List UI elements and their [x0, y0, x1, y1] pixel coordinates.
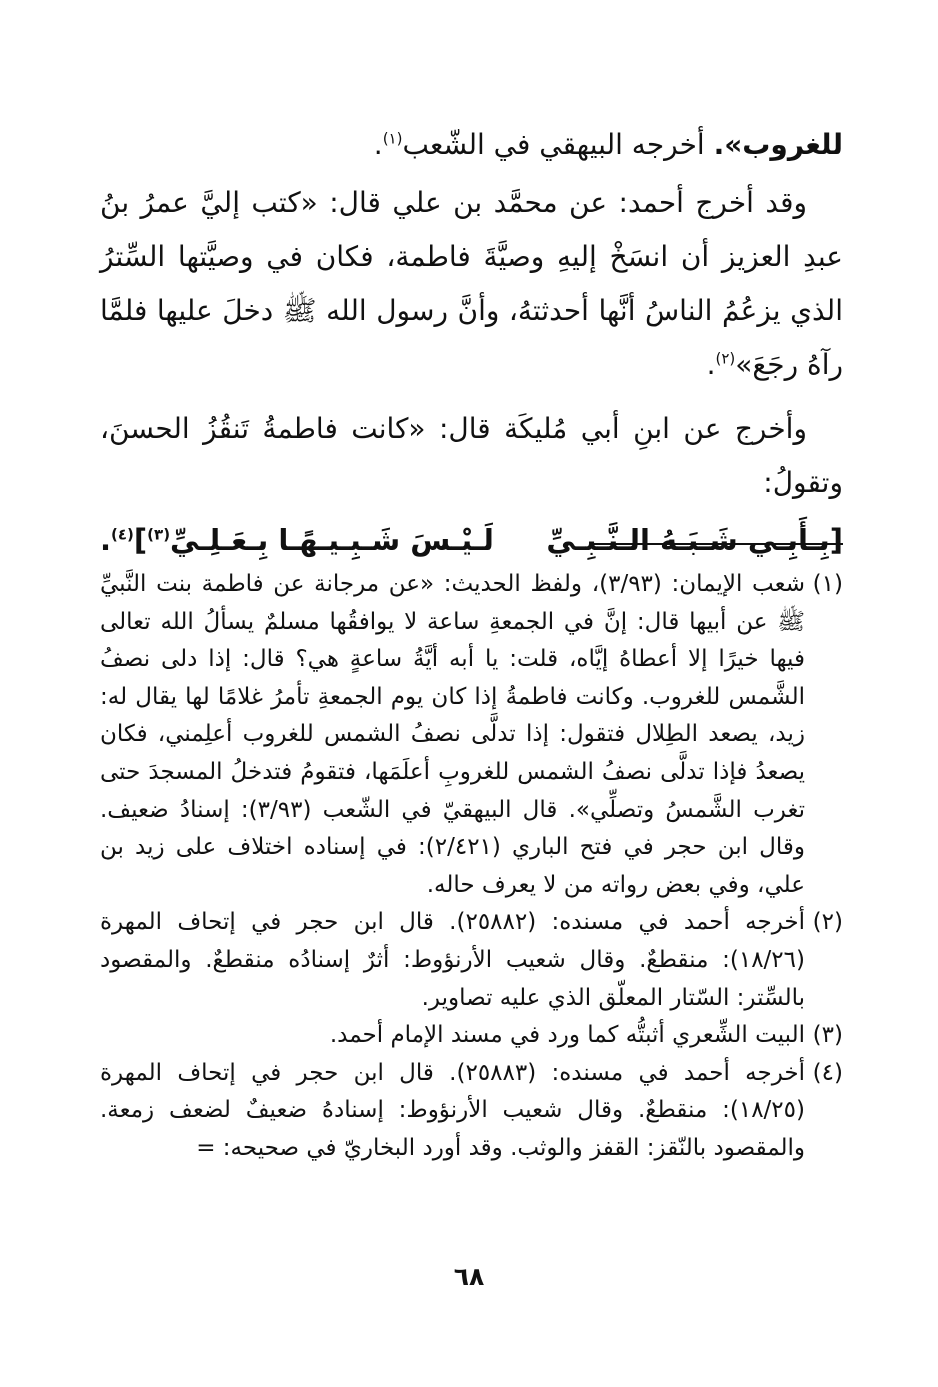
main-text — [100, 118, 843, 568]
verse-second-hemistich: لَـيْـسَ شَـبِـيـهًـا بِـعَـلِـيِّ — [170, 523, 494, 557]
footnote-separator — [593, 543, 843, 545]
page-number: ٦٨ — [453, 1262, 485, 1291]
footnote-number: (٢) — [812, 909, 843, 936]
quote-end-bold: للغروب». — [713, 128, 843, 161]
footnote-text: أخرجه أحمد في مسنده: (٢٥٨٨٣). قال ابن حجر في إتحاف المهرة (١٨/٢٥): منقطعٌ. وقال شعيب الأرنؤوط: إسنادهُ ضعيفٌ لضعف زمعة. والمقصود بالنّقز: القفز والوثب. وقد أورد البخاريّ في صحيحه: = — [100, 1059, 806, 1161]
footnote-number: (٤) — [812, 1059, 843, 1086]
verse-second-hemistich-group — [100, 512, 494, 568]
footnote-number: (١) — [812, 571, 843, 597]
paragraph-1-end: . — [373, 128, 383, 161]
paragraph-1-text: أخرجه البيهقي في الشّعب — [402, 128, 714, 161]
footnotes — [100, 566, 843, 1168]
footnote-2 — [100, 904, 843, 1017]
verse-first-hemistich: [بِـأَبِـي شَـبَـهُ الـنَّـبِـيِّ — [546, 523, 843, 557]
footnote-number: (٣) — [812, 1022, 843, 1049]
paragraph-3: وأخرج عن ابنِ أبي مُليكَة قال: «كانت فاطمةُ تَنقُزُ الحسنَ، وتقولُ: — [100, 412, 843, 499]
footnote-1 — [100, 566, 843, 904]
footnote-ref-2[interactable]: (٢) — [715, 349, 736, 368]
footnote-4 — [100, 1055, 843, 1168]
footnote-text: شعب الإيمان: (٣/٩٣)، ولفظ الحديث: «عن مرجانة عن فاطمة بنت النَّبيِّ ﷺ عن أبيها قال: إنَّ في الجمعةِ ساعة لا يوافقُها مسلمٌ يسألُ الله تعالى فيها خيرًا إلا أعطاهُ إيَّاه، قلت: يا أبه أيَّةُ ساعةٍ هي؟ قال: إذا دلى نصفُ الشَّمس للغروب. وكانت فاطمةُ إذا كان يوم الجمعةِ تأمرُ غلامًا لها يقال له: زيد، يصعد الطِلال فتقول: إذا تدلَّى نصفُ الشمس للغروب أعلِمني، فكان يصعدُ فإذا تدلَّى نصفُ الشمس للغروبِ أعلَمَها، فتقومُ فتدخلُ المسجدَ حتى تغرب الشَّمسُ وتصلِّي». قال البيهقيّ في الشّعب (٣/٩٣): إسنادُ ضعيف. وقال ابن حجر في فتح الباري (٢/٤٢١): في إسناده اختلاف على زيد بن علي، وفي بعض رواته من لا يعرف حاله. — [100, 571, 805, 898]
verse-end: . — [100, 523, 112, 557]
paragraph-2-end: . — [706, 348, 716, 381]
footnote-3 — [100, 1017, 843, 1055]
paragraph-2 — [100, 176, 843, 392]
footnote-ref-1[interactable]: (١) — [382, 129, 403, 148]
poetry-verse — [100, 512, 843, 568]
paragraph-2-text: وقد أخرج أحمد: عن محمَّد بن علي قال: «كتب إليَّ عمرُ بنُ عبدِ العزيز أن انسَخْ إليهِ وصيَّةَ فاطمة، فكان في وصيَّتها السِّترُ الذي يزعُمُ الناسُ أنَّها أحدثتهُ، وأنَّ رسول الله ﷺ دخلَ عليها فلمَّا رآهُ رجَعَ» — [100, 186, 843, 381]
footnote-text: البيت الشِّعري أثبتُّه كما ورد في مسند الإمام أحمد. — [329, 1022, 805, 1049]
footnote-ref-4[interactable]: (٤) — [111, 525, 134, 544]
verse-bracket-close: ] — [133, 523, 148, 557]
footnote-ref-3[interactable]: (٣) — [147, 525, 171, 544]
paragraph-1 — [100, 118, 843, 172]
footnote-text: أخرجه أحمد في مسنده: (٢٥٨٨٢). قال ابن حجر في إتحاف المهرة (١٨/٢٦): منقطعٌ. وقال شعيب الأرنؤوط: أثرٌ إسنادُه منقطعٌ. والمقصود بالسِّتر: السّتار المعلّق الذي عليه تصاوير. — [100, 909, 806, 1011]
